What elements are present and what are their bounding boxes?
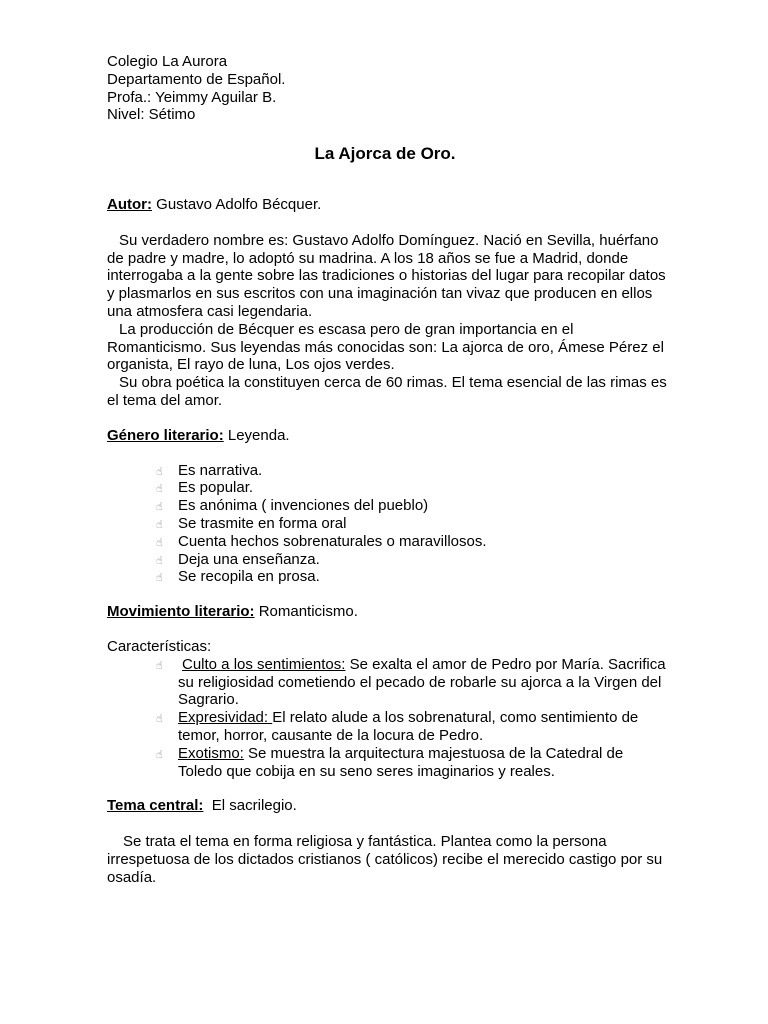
genre-line (107, 427, 667, 445)
movement-characteristics-list (107, 656, 667, 781)
list-item: ☝ Expresividad: El relato alude a los sobrenatural, como sentimiento de temor, horror, causante de la locura de Pedro. (156, 709, 639, 744)
document-header (107, 53, 667, 124)
pointing-hand-icon: ☝ (156, 535, 163, 549)
genre-label: Género literario: (107, 426, 224, 444)
pointing-hand-icon: ☝ (156, 747, 163, 761)
genre-value: Leyenda. (223, 426, 290, 444)
list-item: ☝ Es narrativa. (156, 461, 263, 479)
list-item: ☝ Se trasmite en forma oral (156, 514, 347, 532)
school-name: Colegio La Aurora (107, 53, 228, 70)
list-item: ☝ Deja una enseñanza. (156, 550, 320, 568)
theme-label: Tema central: (107, 797, 204, 815)
pointing-hand-icon: ☝ (156, 553, 163, 567)
bio-paragraph-1: Su verdadero nombre es: Gustavo Adolfo Domínguez. Nació en Sevilla, huérfano de padre y madre, lo adoptó su madrina. A los 18 años se fue a Madrid, donde interrogaba a la gente sobre las tradiciones o historias del lugar para recopilar datos y plasmarlos en sus escritos con una imaginación tan vivaz que producen en ellos una atmosfera casi legendaria. (107, 231, 666, 320)
characteristic-term: Culto a los sentimientos: (182, 655, 346, 673)
genre-characteristics-list (107, 462, 667, 587)
bio-paragraph-2: La producción de Bécquer es escasa pero de gran importancia en el Romanticismo. Sus leyendas más conocidas son: La ajorca de oro, Ámese Pérez el organista, El rayo de luna, Los ojos verdes. (107, 320, 664, 374)
list-item: ☝ Es anónima ( invenciones del pueblo) (156, 497, 429, 515)
movement-value: Romanticismo. (254, 603, 358, 621)
document-page (107, 53, 667, 886)
movement-line (107, 603, 667, 621)
characteristics-heading: Características: (107, 637, 212, 655)
biography (107, 232, 667, 410)
grade-level: Nivel: Sétimo (107, 106, 196, 124)
department-name: Departamento de Español. (107, 70, 286, 88)
author-value: Gustavo Adolfo Bécquer. (152, 195, 322, 213)
list-item: ☝ Exotismo: Se muestra la arquitectura majestuosa de la Catedral de Toledo que cobija en su seno seres imaginarios y reales. (156, 744, 624, 780)
pointing-hand-icon: ☝ (156, 517, 163, 531)
pointing-hand-icon: ☝ (156, 464, 163, 478)
list-item: ☝ Cuenta hechos sobrenaturales o maravillosos. (156, 532, 487, 550)
document-title: La Ajorca de Oro. (314, 144, 456, 164)
author-line (107, 196, 667, 214)
bio-paragraph-3: Su obra poética la constituyen cerca de 60 rimas. El tema esencial de las rimas es el tema del amor. (107, 374, 667, 409)
pointing-hand-icon: ☝ (156, 500, 163, 514)
movement-label: Movimiento literario: (107, 603, 255, 621)
pointing-hand-icon: ☝ (156, 482, 163, 496)
teacher-name: Profa.: Yeimmy Aguilar B. (107, 88, 277, 106)
theme-paragraph: Se trata el tema en forma religiosa y fantástica. Plantea como la persona irrespetuosa de los dictados cristianos ( católicos) recibe el merecido castigo por su osadía. (107, 833, 663, 886)
list-item: ☝ Se recopila en prosa. (156, 568, 320, 586)
list-item: ☝ Culto a los sentimientos: Se exalta el amor de Pedro por María. Sacrifica su religiosidad cometiendo el pecado de robarle su ajorca a la Virgen del Sagrario. (156, 655, 666, 709)
pointing-hand-icon: ☝ (156, 658, 163, 672)
pointing-hand-icon: ☝ (156, 712, 163, 726)
list-item: ☝ Es popular. (156, 479, 254, 497)
characteristic-term: Exotismo: (178, 744, 244, 762)
characteristic-term: Expresividad: (178, 709, 273, 727)
author-label: Autor: (107, 195, 152, 213)
theme-line (107, 797, 667, 815)
theme-value: El sacrilegio. (203, 797, 297, 815)
pointing-hand-icon: ☝ (156, 571, 163, 585)
